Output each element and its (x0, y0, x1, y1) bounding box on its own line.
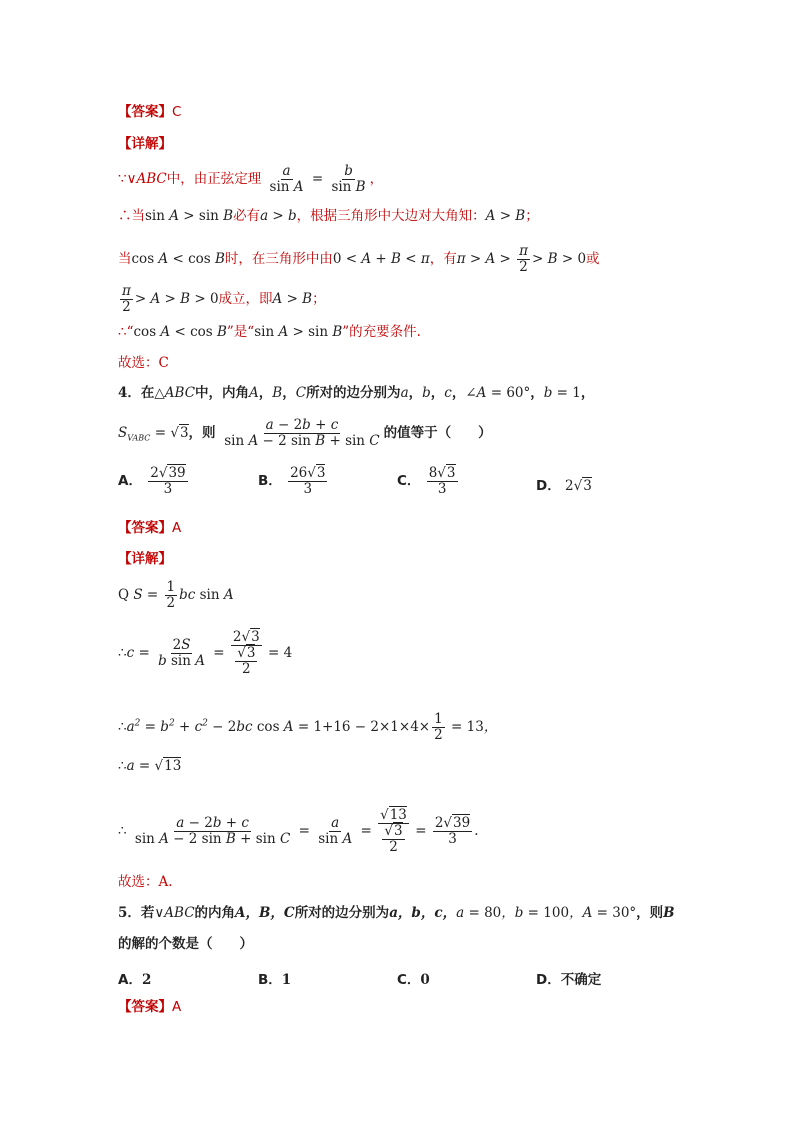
answer-value: C (172, 104, 182, 120)
fraction: $\frac{a - 2b + c}{\text{sin A − 2 sin B + sin C}}$ (224, 417, 380, 449)
fraction: $\frac{2√39}{3}$ (434, 815, 471, 847)
fraction: $\frac{a}{\text{sin A}}$ (318, 815, 353, 847)
question-4-line-2: $S_{VABC} = √3$，则 $\frac{a - 2b + c}{\text{sin A − 2 sin B + sin C}}$ 的值等于（ ） (118, 417, 492, 449)
option-a[interactable]: A． $\frac{2√39}{3}$ (118, 465, 186, 497)
proof-line-2: ∴当sin A > sin B必有a > b，根据三角形中大边对大角知：A > B； (118, 208, 539, 224)
option-c[interactable]: C．0 (397, 972, 430, 988)
detail-tag-4: 【详解】 (118, 551, 172, 567)
answer-line-4: 【答案】A (118, 520, 182, 536)
fraction: $\frac{\pi}{2}$ (122, 283, 131, 315)
choose-line-4: 故选：A. (118, 874, 173, 890)
option-a[interactable]: A．2 (118, 972, 152, 988)
detail-tag: 【详解】 (118, 136, 172, 152)
fraction: $\frac{8√3}{3}$ (428, 465, 456, 497)
proof-line-3: 当cos A < cos B时，在三角形中由0 < A + B < π，有π > A > $\frac{\pi}{2}$ > B > 0或 (118, 243, 600, 275)
solution-line-4: ∴a = √13 (118, 758, 182, 774)
choose-line-1: 故选：C (118, 355, 169, 371)
option-b[interactable]: B． $\frac{26√3}{3}$ (258, 465, 326, 497)
answer-tag: 【答案】 (118, 104, 172, 120)
option-b[interactable]: B．1 (258, 972, 292, 988)
proof-line-4: $\frac{\pi}{2}$ > A > B > 0成立，即A > B； (122, 283, 326, 315)
fraction: $\frac{√13}{\frac{√3}{2}}$ (380, 807, 407, 855)
option-c[interactable]: C． $\frac{8√3}{3}$ (397, 465, 456, 497)
solution-line-5: ∴ $\frac{a - 2b + c}{\text{sin A − 2 sin B + sin C}}$ = $\frac{a}{\text{sin A}}$ = $\frac{√13}{\frac{√3}{2}}$ = $\frac{2√39}{3}$ . (118, 807, 479, 855)
question-5-line-1: 5．若∨ABC的内角A，B，C所对的边分别为a，b，c，a = 80，b = 100，A = 30°，则B (118, 905, 675, 921)
proof-line-5: ∴“cos A < cos B”是“sin A > sin B”的充要条件. (118, 324, 421, 340)
solution-line-3: $\therefore a^2 = b^2 + c^2 - 2bc$ cos A = 1+16 − 2×1×4× $\frac{1}{2}$ = 13， (118, 711, 498, 743)
option-d[interactable]: D．不确定 (536, 972, 602, 988)
question-4-line-1: 4．在△ABC中，内角A，B，C所对的边分别为a，b，c，∠A = 60°，b = 1， (118, 385, 595, 401)
fraction: $\frac{a - 2b + c}{\text{sin A − 2 sin B + sin C}}$ (134, 815, 291, 847)
fraction: $\frac{2√3}{\frac{√3}{2}}$ (232, 629, 260, 677)
fraction: $\frac{2√39}{3}$ (150, 465, 186, 497)
solution-line-1: Q S = $\frac{1}{2}$ bc sin A (118, 579, 234, 611)
answer-line-1 (118, 104, 181, 120)
fraction: $\frac{1}{2}$ (166, 579, 176, 611)
detail-tag-1 (118, 136, 172, 152)
fraction: $\frac{26√3}{3}$ (290, 465, 326, 497)
fraction: $\frac{a}{\text{sin A}}$ (269, 163, 304, 195)
fraction: $\frac{1}{2}$ (434, 711, 443, 743)
fraction: $\frac{2S}{\text{b sin A}}$ (158, 637, 205, 669)
option-d[interactable]: D． 2√3 (536, 478, 592, 494)
proof-line-1: ∵∨ABC中，由正弦定理 $\frac{a}{\text{sin A}}$ = $\frac{b}{\text{sin B}}$ ， (118, 163, 384, 195)
fraction: $\frac{b}{\text{sin B}}$ (331, 163, 366, 195)
question-5-line-2: 的解的个数是（ ） (118, 936, 253, 952)
fraction: $\frac{\pi}{2}$ (519, 243, 529, 275)
solution-line-2: ∴c = $\frac{2S}{\text{b sin A}}$ = $\frac{2√3}{\frac{√3}{2}}$ = 4 (118, 629, 293, 677)
answer-line-5: 【答案】A (118, 999, 182, 1015)
